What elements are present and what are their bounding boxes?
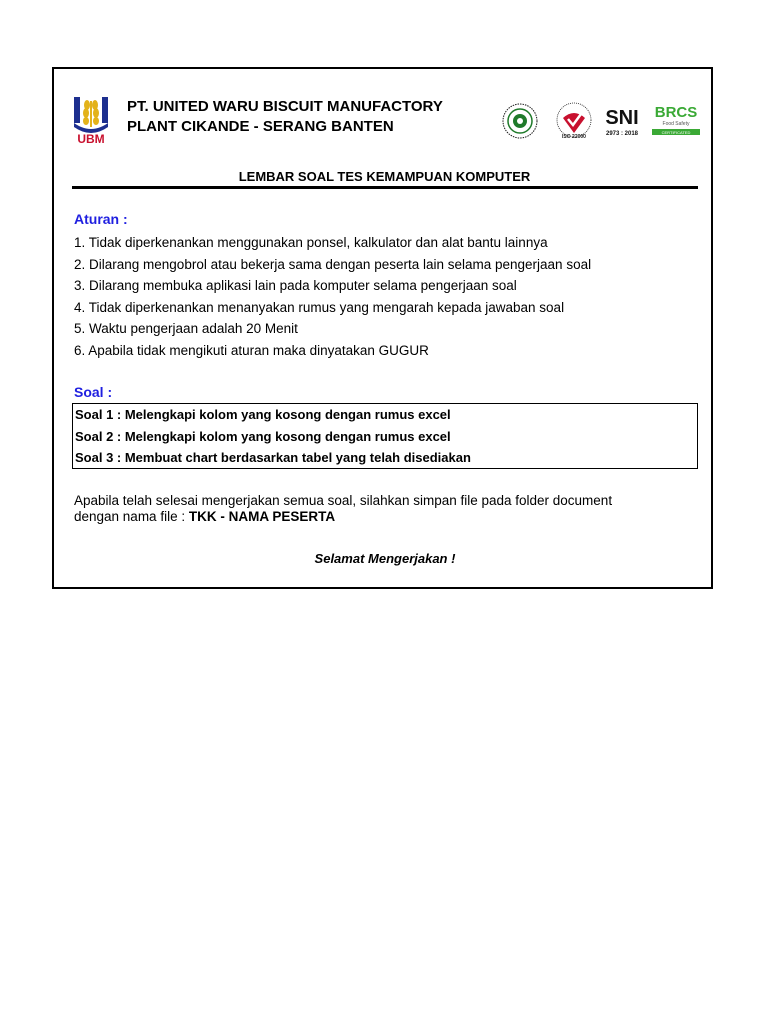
svg-text:2973 : 2018: 2973 : 2018 [605, 131, 639, 137]
closing-line-2 [74, 509, 612, 525]
rule-item: 2. Dilarang mengobrol atau bekerja sama dengan peserta lain selama pengerjaan soal [74, 256, 592, 272]
svg-text:CERTIFICATED: CERTIFICATED [661, 130, 691, 135]
brcs-logo [650, 102, 702, 140]
closing-line-1: Apabila telah selesai mengerjakan semua soal, silahkan simpan file pada folder document [74, 493, 613, 508]
document-sheet [52, 67, 713, 589]
svg-text:UBM: UBM [77, 132, 105, 145]
title-underline [72, 186, 698, 189]
svg-text:ISO 22000: ISO 22000 [562, 134, 586, 140]
questions-box [72, 403, 698, 469]
rules-label: Aturan : [74, 211, 128, 227]
svg-text:BRCS: BRCS [654, 104, 698, 121]
rules-list [74, 232, 591, 362]
halal-seal-icon [500, 102, 540, 140]
question-item: Soal 2 : Melengkapi kolom yang kosong dengan rumus excel [75, 428, 451, 444]
greeting: Selamat Mengerjakan ! [314, 551, 456, 566]
questions-label: Soal : [74, 384, 113, 400]
question-item: Soal 1 : Melengkapi kolom yang kosong dengan rumus excel [75, 407, 451, 422]
certification-logos [500, 102, 700, 140]
document-title: LEMBAR SOAL TES KEMAMPUAN KOMPUTER [238, 169, 531, 184]
sni-logo [604, 102, 640, 140]
rule-item: 6. Apabila tidak mengikuti aturan maka dinyatakan GUGUR [74, 342, 429, 358]
company-line-2: PLANT CIKANDE - SERANG BANTEN [127, 118, 394, 135]
question-item: Soal 3 : Membuat chart berdasarkan tabel yang telah disediakan [75, 450, 471, 465]
rule-item: 1. Tidak diperkenankan menggunakan ponsel, kalkulator dan alat bantu lainnya [74, 235, 548, 250]
ubm-logo [71, 95, 111, 145]
svg-text:SNI: SNI [605, 107, 639, 129]
company-line-1: PT. UNITED WARU BISCUIT MANUFACTORY [127, 98, 443, 115]
rule-item: 5. Waktu pengerjaan adalah 20 Menit [74, 321, 298, 337]
svg-text:Food Safety: Food Safety [662, 121, 690, 127]
rule-item: 4. Tidak diperkenankan menanyakan rumus yang mengarah kepada jawaban soal [74, 299, 565, 315]
closing-prefix: dengan nama file : [74, 509, 189, 524]
rule-item: 3. Dilarang membuka aplikasi lain pada komputer selama pengerjaan soal [74, 278, 517, 294]
file-name: TKK - NAMA PESERTA [188, 509, 336, 524]
closing-instructions [74, 493, 612, 525]
iso-seal-icon [554, 102, 594, 140]
company-name [127, 97, 443, 137]
